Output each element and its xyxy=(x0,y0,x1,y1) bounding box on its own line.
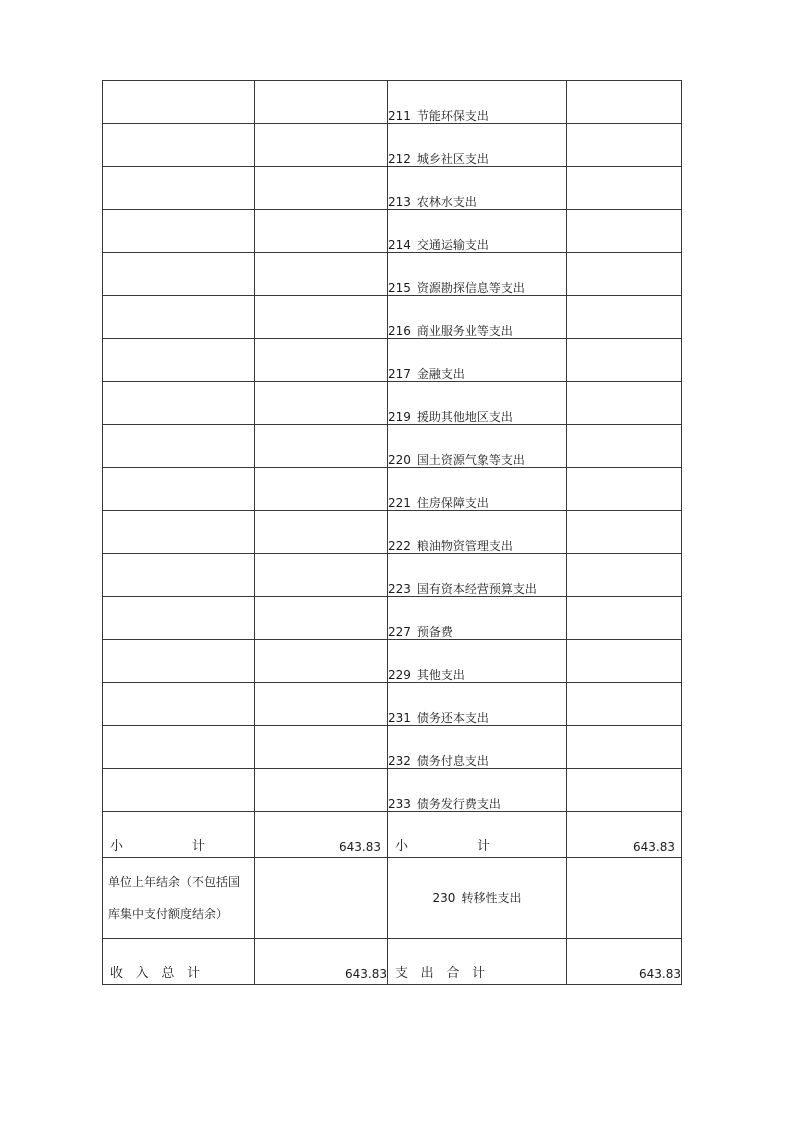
income-subtotal-label xyxy=(103,812,255,858)
income-amount-cell xyxy=(255,468,388,511)
expenditure-item-cell xyxy=(388,597,567,640)
income-total-label xyxy=(103,939,255,985)
income-amount-cell xyxy=(255,253,388,296)
expenditure-name: 国有资本经营预算支出 xyxy=(416,582,537,596)
income-amount-cell xyxy=(255,597,388,640)
transfer-expenditure-name: 转移性支出 xyxy=(461,891,522,905)
expense-subtotal-value: 643.83 xyxy=(567,812,682,858)
expenditure-name: 住房保障支出 xyxy=(416,496,489,510)
table-row xyxy=(103,253,682,296)
expenditure-code: 220 xyxy=(388,453,411,467)
expenditure-name: 预备费 xyxy=(416,625,453,639)
expenditure-code: 211 xyxy=(388,109,411,123)
expenditure-name: 商业服务业等支出 xyxy=(416,324,513,338)
income-item-cell xyxy=(103,511,255,554)
expenditure-item-cell xyxy=(388,683,567,726)
expenditure-code: 213 xyxy=(388,195,411,209)
income-item-cell xyxy=(103,167,255,210)
expenditure-code: 231 xyxy=(388,711,411,725)
expenditure-code: 232 xyxy=(388,754,411,768)
expenditure-item-cell xyxy=(388,81,567,124)
expenditure-name: 资源勘探信息等支出 xyxy=(416,281,525,295)
income-total-char: 收 xyxy=(110,966,124,981)
table-row xyxy=(103,640,682,683)
income-item-cell xyxy=(103,81,255,124)
expenditure-item-cell xyxy=(388,210,567,253)
income-item-cell xyxy=(103,554,255,597)
table-row xyxy=(103,296,682,339)
expenditure-amount-cell xyxy=(567,296,682,339)
expenditure-item-cell xyxy=(388,726,567,769)
income-item-cell xyxy=(103,769,255,812)
income-amount-cell xyxy=(255,210,388,253)
expense-total-char: 出 xyxy=(420,966,434,981)
table-row xyxy=(103,597,682,640)
table-row xyxy=(103,683,682,726)
expenditure-amount-cell xyxy=(567,468,682,511)
prior-year-balance-label: 单位上年结余（不包括国库集中支付额度结余） xyxy=(103,858,255,939)
table-row xyxy=(103,81,682,124)
transfer-expenditure-item xyxy=(388,858,567,939)
expenditure-code: 219 xyxy=(388,410,411,424)
expenditure-amount-cell xyxy=(567,683,682,726)
expenditure-amount-cell xyxy=(567,339,682,382)
subtotal-row xyxy=(103,812,682,858)
expenditure-amount-cell xyxy=(567,253,682,296)
expenditure-name: 农林水支出 xyxy=(416,195,477,209)
expenditure-amount-cell xyxy=(567,167,682,210)
expenditure-amount-cell xyxy=(567,554,682,597)
expenditure-item-cell xyxy=(388,339,567,382)
income-item-cell xyxy=(103,124,255,167)
expense-subtotal-label xyxy=(388,812,567,858)
income-item-cell xyxy=(103,382,255,425)
expenditure-item-cell xyxy=(388,769,567,812)
expenditure-code: 233 xyxy=(388,797,411,811)
expenditure-item-cell xyxy=(388,554,567,597)
expenditure-amount-cell xyxy=(567,769,682,812)
expenditure-amount-cell xyxy=(567,425,682,468)
income-amount-cell xyxy=(255,339,388,382)
income-item-cell xyxy=(103,210,255,253)
expenditure-amount-cell xyxy=(567,382,682,425)
income-item-cell xyxy=(103,296,255,339)
income-total-char: 总 xyxy=(161,966,175,981)
expenditure-code: 212 xyxy=(388,152,411,166)
expenditure-name: 交通运输支出 xyxy=(416,238,489,252)
table-row xyxy=(103,769,682,812)
expenditure-amount-cell xyxy=(567,726,682,769)
expenditure-item-cell xyxy=(388,253,567,296)
income-total-char: 计 xyxy=(186,966,200,981)
expenditure-amount-cell xyxy=(567,81,682,124)
budget-sheet xyxy=(102,80,681,985)
table-row xyxy=(103,425,682,468)
table-row xyxy=(103,511,682,554)
expenditure-name: 债务发行费支出 xyxy=(416,797,501,811)
expenditure-name: 城乡社区支出 xyxy=(416,152,489,166)
expense-total-char: 合 xyxy=(446,966,460,981)
income-total-char: 入 xyxy=(135,966,149,981)
budget-table xyxy=(102,80,682,985)
income-amount-cell xyxy=(255,296,388,339)
expense-total-value: 643.83 xyxy=(567,939,682,985)
income-item-cell xyxy=(103,425,255,468)
table-row xyxy=(103,339,682,382)
table-row xyxy=(103,210,682,253)
expenditure-item-cell xyxy=(388,468,567,511)
income-item-cell xyxy=(103,683,255,726)
income-subtotal-value: 643.83 xyxy=(255,812,388,858)
total-row xyxy=(103,939,682,985)
expense-total-char: 支 xyxy=(395,966,409,981)
balance-row xyxy=(103,858,682,939)
income-amount-cell xyxy=(255,511,388,554)
table-row xyxy=(103,382,682,425)
expenditure-item-cell xyxy=(388,640,567,683)
expenditure-amount-cell xyxy=(567,511,682,554)
income-subtotal-char: 计 xyxy=(191,839,205,854)
income-item-cell xyxy=(103,640,255,683)
expenditure-code: 214 xyxy=(388,238,411,252)
income-amount-cell xyxy=(255,81,388,124)
transfer-expenditure-value xyxy=(567,858,682,939)
income-subtotal-char: 小 xyxy=(110,839,124,854)
expenditure-item-cell xyxy=(388,296,567,339)
expenditure-name: 其他支出 xyxy=(416,668,465,682)
table-row xyxy=(103,167,682,210)
income-item-cell xyxy=(103,253,255,296)
expense-subtotal-char: 小 xyxy=(395,839,409,854)
expenditure-name: 债务付息支出 xyxy=(416,754,489,768)
transfer-expenditure-code: 230 xyxy=(432,891,456,905)
expenditure-item-cell xyxy=(388,124,567,167)
expenditure-amount-cell xyxy=(567,640,682,683)
income-amount-cell xyxy=(255,554,388,597)
expenditure-code: 222 xyxy=(388,539,411,553)
income-amount-cell xyxy=(255,167,388,210)
expenditure-item-cell xyxy=(388,382,567,425)
expenditure-item-cell xyxy=(388,511,567,554)
expense-total-label xyxy=(388,939,567,985)
income-total-value: 643.83 xyxy=(255,939,388,985)
table-row xyxy=(103,124,682,167)
expenditure-amount-cell xyxy=(567,210,682,253)
expenditure-item-cell xyxy=(388,425,567,468)
expenditure-code: 221 xyxy=(388,496,411,510)
income-amount-cell xyxy=(255,726,388,769)
income-amount-cell xyxy=(255,124,388,167)
expenditure-name: 国土资源气象等支出 xyxy=(416,453,525,467)
expenditure-name: 金融支出 xyxy=(416,367,465,381)
income-amount-cell xyxy=(255,425,388,468)
expenditure-name: 粮油物资管理支出 xyxy=(416,539,513,553)
table-row xyxy=(103,726,682,769)
expenditure-item-cell xyxy=(388,167,567,210)
expenditure-code: 217 xyxy=(388,367,411,381)
income-item-cell xyxy=(103,726,255,769)
income-amount-cell xyxy=(255,683,388,726)
expense-total-char: 计 xyxy=(471,966,485,981)
expenditure-name: 节能环保支出 xyxy=(416,109,489,123)
prior-year-balance-value xyxy=(255,858,388,939)
income-amount-cell xyxy=(255,382,388,425)
table-row xyxy=(103,468,682,511)
expenditure-amount-cell xyxy=(567,124,682,167)
income-item-cell xyxy=(103,468,255,511)
expenditure-code: 215 xyxy=(388,281,411,295)
expenditure-name: 援助其他地区支出 xyxy=(416,410,513,424)
income-item-cell xyxy=(103,597,255,640)
income-amount-cell xyxy=(255,640,388,683)
table-row xyxy=(103,554,682,597)
income-amount-cell xyxy=(255,769,388,812)
expenditure-item-rows xyxy=(103,81,682,812)
expenditure-amount-cell xyxy=(567,597,682,640)
expenditure-name: 债务还本支出 xyxy=(416,711,489,725)
expenditure-code: 227 xyxy=(388,625,411,639)
expenditure-code: 223 xyxy=(388,582,411,596)
expenditure-code: 229 xyxy=(388,668,411,682)
expenditure-code: 216 xyxy=(388,324,411,338)
expense-subtotal-char: 计 xyxy=(476,839,490,854)
income-item-cell xyxy=(103,339,255,382)
